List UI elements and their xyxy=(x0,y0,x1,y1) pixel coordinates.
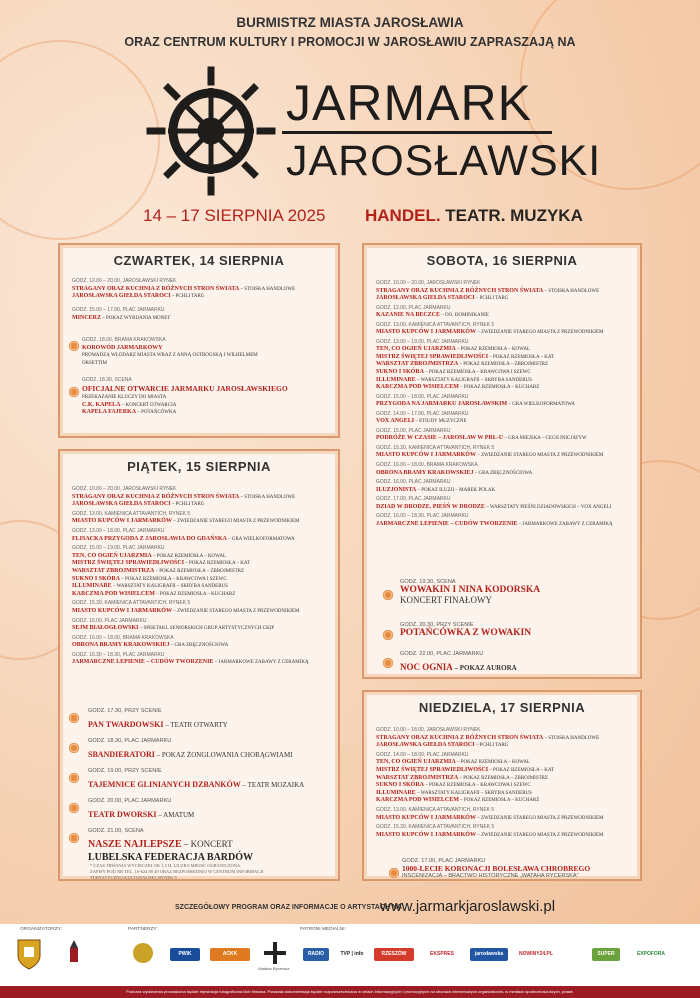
event-line xyxy=(72,501,309,509)
event-mincerz xyxy=(72,307,170,322)
event-line xyxy=(72,583,309,591)
stage-event xyxy=(68,738,338,768)
event-time: GODZ. 15.30, KAMIENICA ATTAVANTICH, RYNEK 5 xyxy=(376,824,495,831)
jaroslawska-logo: jarosławska xyxy=(470,948,508,961)
event-potancowka xyxy=(400,622,531,638)
event-desc: INSCENIZACJA – BRACTWO HISTORYCZNE „WATAHA RYCERSKA” xyxy=(402,873,579,879)
event-title: JARMARCZNE LEPIENIE – CUDÓW TWORZENIE xyxy=(376,520,518,527)
event-title: C.K. KAPELA xyxy=(82,401,121,408)
event-line xyxy=(376,346,613,354)
event-title: JAROSŁAWSKA GIEŁDA STAROCI xyxy=(376,742,475,749)
event-line xyxy=(72,659,309,667)
event-desc: – POKAZ RZEMIOSŁA – ZBROJMISTRZ xyxy=(458,362,549,368)
event-time: GODZ. 10.00 – 20.00, JAROSŁAWSKI RYNEK xyxy=(376,280,481,286)
event-title: MIASTO KUPCÓW I JARMARKÓW xyxy=(376,452,476,459)
wheel-logo-icon xyxy=(146,66,276,196)
event-desc: – POKAZ AURORA xyxy=(452,664,517,672)
expofora-logo: EXPOFORA xyxy=(636,951,666,957)
event-desc: – ZWIEDZANIE STAREGO MIASTA Z PRZEWODNIKIEM xyxy=(171,608,300,614)
event-desc: – POKAZ RZEMIOSŁA – KRAWCOWA I SZEWC xyxy=(424,370,531,376)
event-title: SEJM BIAŁOGŁOWSKI xyxy=(72,625,139,632)
event-title: TEN, CO OGIEŃ UJARZMIA xyxy=(376,346,456,353)
event-title: TEATR DWORSKI xyxy=(88,810,157,819)
event-title: OFICJALNE OTWARCIE JARMARKU JAROSŁAWSKIEGO xyxy=(82,383,288,393)
event-time: GODZ. 15.30, KAMIENICA ATTAVANTICH, RYNEK 5 xyxy=(72,600,191,607)
event-title: VOX ANGELI xyxy=(376,418,415,425)
event-korowod xyxy=(82,337,258,367)
event-title: NASZE NAJLEPSZE xyxy=(88,839,182,850)
event-time: GODZ. 16.00, PLAC JARMARKU xyxy=(72,617,147,624)
panel-thursday xyxy=(58,243,340,438)
sun-icon xyxy=(388,867,400,879)
title-jarmark: JARMARK xyxy=(286,75,532,131)
event-time: GODZ. 20.30, PRZY SCENIE xyxy=(400,622,474,628)
event-time: GODZ. 14.00 – 18.00, PLAC JARMARKU xyxy=(376,751,469,758)
event-title: OBRONA BRAMY KRAKOWSKIEJ xyxy=(376,469,474,476)
panel-friday xyxy=(58,449,340,881)
event-line xyxy=(376,487,613,495)
event-line xyxy=(88,714,338,732)
event-line xyxy=(376,832,603,840)
event-time: GODZ. 18.30, SCENA xyxy=(82,377,132,383)
event-time: GODZ. 17.00, PLAC JARMARKU xyxy=(376,496,451,503)
stage-event xyxy=(68,798,338,828)
event-line xyxy=(88,804,338,822)
day-heading: PIĄTEK, 15 SIERPNIA xyxy=(127,459,271,474)
event-title: MISTRZ ŚWIĘTEJ SPRAWIEDLIWOŚCI xyxy=(72,560,185,567)
event-title: FLISACKA PRZYGODA Z JAROSŁAWIA DO GDAŃSKA xyxy=(72,535,227,542)
sun-icon xyxy=(382,589,394,601)
event-title: MIASTO KUPCÓW I JARMARKÓW xyxy=(376,814,476,821)
event-time: GODZ. 16.00, PLAC JARMARKU xyxy=(376,479,451,486)
event-time: GODZ. 13.00 – 18.00, PLAC JARMARKU xyxy=(72,527,165,534)
sun-icon xyxy=(382,629,394,641)
event-line xyxy=(376,797,603,805)
event-title: SBANDIERATORI xyxy=(88,750,155,759)
event-desc: – ZWIEDZANIE STAREGO MIASTA Z PRZEWODNIKIEM xyxy=(475,453,604,459)
day-heading: SOBOTA, 16 SIERPNIA xyxy=(426,253,578,268)
event-finale xyxy=(400,579,540,605)
event-line xyxy=(88,774,338,792)
event-desc: – SPEKTAKL SENIORSKICH GRUP ARTYSTYCZNYCH CKIP xyxy=(138,626,275,632)
event-title: JARMARCZNE LEPIENIE – CUDÓW TWORZENIE xyxy=(72,659,214,666)
event-stalls xyxy=(72,278,295,301)
event-title: JAROSŁAWSKA GIEŁDA STAROCI xyxy=(376,295,475,302)
organizers-label: ORGANIZATORZY: xyxy=(20,927,62,932)
event-time: GODZ. 10.00 – 18.00, JAROSŁAWSKI RYNEK xyxy=(376,727,481,733)
event-list xyxy=(376,725,603,839)
radio-logo: RADIO xyxy=(303,948,329,961)
event-line xyxy=(376,384,613,392)
event-line xyxy=(376,815,603,823)
event-desc: – POKAZ RZEMIOSŁA – KRAWCOWA I SZEWC xyxy=(424,783,531,789)
event-line xyxy=(376,401,613,409)
event-desc: – GRA MIEJSKA – CECH INICJATYW xyxy=(503,436,587,442)
event-desc: – STOISKA HANDLOWE xyxy=(239,494,296,500)
event-title: MINCERZ xyxy=(72,314,102,321)
event-list xyxy=(72,484,309,667)
partner-emblem-icon xyxy=(130,942,156,964)
day-heading: NIEDZIELA, 17 SIERPNIA xyxy=(418,700,586,715)
event-title: ILLUMINARE xyxy=(376,789,416,796)
event-title: ILLUMINARE xyxy=(72,583,112,590)
stage-event xyxy=(68,708,338,738)
event-desc: – STOISKA HANDLOWE xyxy=(543,735,600,741)
event-desc: – POKAZ RZEMIOSŁA – KUCHARZ xyxy=(458,385,540,391)
event-title: KARCZMA POD WISIELCEM xyxy=(376,384,459,391)
event-title: KARCZMA POD WISIELCEM xyxy=(72,590,155,597)
event-desc: – POKAZ RZEMIOSŁA – KOWAL xyxy=(151,553,226,559)
motto-rest: TEATR. MUZYKA xyxy=(445,206,583,225)
event-line xyxy=(376,767,603,775)
event-title: STRAGANY ORAZ KUCHNIA Z RÓŻNYCH STRON ŚWIATA xyxy=(376,734,544,741)
event-line xyxy=(72,494,309,502)
event-opening xyxy=(82,377,288,417)
event-desc: – POKAZ RZEMIOSŁA – KAT xyxy=(488,354,555,360)
event-title: STRAGANY ORAZ KUCHNIA Z RÓŻNYCH STRON ŚWIATA xyxy=(72,285,240,292)
event-desc: – ZWIEDZANIE STAREGO MIASTA Z PRZEWODNIKIEM xyxy=(475,330,604,336)
event-desc: – GRA ZRĘCZNOŚCIOWA xyxy=(473,470,533,476)
event-noc-ognia xyxy=(400,651,517,675)
event-title: JAROSŁAWSKA GIEŁDA STAROCI xyxy=(72,293,171,300)
event-title: TEN, CO OGIEŃ UJARZMIA xyxy=(72,552,152,559)
event-desc: PROWADZĄ WŁODARZ MIASTA WRAZ Z ANNĄ OSTROGSKĄ I WILHELMEM xyxy=(82,353,258,359)
event-time: GODZ. 20.00, PLAC JARMARKU xyxy=(88,798,172,804)
event-desc: – GRA WIELKOFORMATOWA xyxy=(507,402,575,408)
event-desc: KONCERT FINAŁOWY xyxy=(400,595,493,605)
event-time: GODZ. 15.00 – 18.00, PLAC JARMARKU xyxy=(376,393,469,400)
event-title: POTAŃCÓWKA Z WOWAKIN xyxy=(400,628,532,638)
event-time: GODZ. 14.00 – 17.00, PLAC JARMARKU xyxy=(376,410,469,417)
event-line xyxy=(72,608,309,616)
event-title: ILLUMINARE xyxy=(376,376,416,383)
event-desc: – ZWIEDZANIE STAREGO MIASTA Z PRZEWODNIKIEM xyxy=(171,519,300,525)
event-title: PODRÓŻE W CZASIE – JAROSŁAW W PRL-U xyxy=(376,435,504,442)
event-list xyxy=(376,278,613,528)
event-line xyxy=(376,312,613,320)
sun-icon xyxy=(68,340,80,352)
event-desc: – ETIUDY MUZYCZNE xyxy=(414,419,467,425)
wataha-label: Wataha Rycerska xyxy=(258,966,290,971)
event-title: MISTRZ ŚWIĘTEJ SPRAWIEDLIWOŚCI xyxy=(376,766,489,773)
event-title: SUKNO I SKÓRA xyxy=(376,782,425,789)
event-desc: – JARMARKOWE ZABAWY Z CERAMIKĄ xyxy=(213,660,309,666)
event-time: GODZ. 13.00 – 19.00, PLAC JARMARKU xyxy=(376,338,469,345)
festival-motto xyxy=(365,206,583,226)
nowiny24-logo: NOWINY24.PL xyxy=(519,951,553,957)
radio-rzeszow-logo: RZESZÓW xyxy=(374,948,414,961)
event-line xyxy=(72,576,309,584)
event-title: KARCZMA POD WISIELCEM xyxy=(376,797,459,804)
info-text: SZCZEGÓŁOWY PROGRAM ORAZ INFORMACJE O ARTYSTACH NA xyxy=(175,904,402,911)
event-line xyxy=(376,377,613,385)
title-divider xyxy=(282,131,552,134)
event-title: 1000-LECIE KORONACJI BOLESŁAWA CHROBREGO xyxy=(402,864,591,873)
event-desc: – TEATR MOZAIKA xyxy=(240,781,305,789)
event-performer: LUBELSKA FEDERACJA BARDÓW xyxy=(88,852,254,863)
event-title: MIASTO KUPCÓW I JARMARKÓW xyxy=(376,831,476,838)
footnote-line: TURYSTYCZNO-KULTURALNEJ, RYNEK 5 xyxy=(90,875,177,880)
event-title: STRAGANY ORAZ KUCHNIA Z RÓŻNYCH STRON ŚWIATA xyxy=(376,287,544,294)
event-desc: PRZEKAZANIE KLUCZY DO MIASTA xyxy=(82,395,167,401)
event-title: DZIAD W DRODZE. PIEŚŃ W DRODZE xyxy=(376,503,485,510)
event-title: PRZYGODA NA JARMARKU JAROSŁAWSKIM xyxy=(376,401,508,408)
event-line xyxy=(376,470,613,478)
event-title: MIASTO KUPCÓW I JARMARKÓW xyxy=(72,607,172,614)
event-time: GODZ. 16.00 – 18.00, BRAMA KRAKOWSKA xyxy=(376,462,478,469)
event-time: GODZ. 19.00, PRZY SCENIE xyxy=(88,768,162,774)
event-title: STRAGANY ORAZ KUCHNIA Z RÓŻNYCH STRON ŚWIATA xyxy=(72,493,240,500)
sponsors-footer xyxy=(0,924,700,986)
sun-icon xyxy=(68,772,80,784)
event-line xyxy=(72,518,309,526)
event-koronacja xyxy=(402,858,590,879)
footnote xyxy=(90,863,263,881)
event-title: TAJEMNICE GLINIANYCH DZBANKÓW xyxy=(88,780,241,789)
event-desc: – PCHLI TARG xyxy=(170,502,205,508)
event-time: GODZ. 19.30, SCENA xyxy=(400,579,456,585)
event-title: MIASTO KUPCÓW I JARMARKÓW xyxy=(72,518,172,525)
panel-sunday xyxy=(362,690,642,881)
pwik-logo: PWIK xyxy=(170,948,200,961)
event-time: GODZ. 15.00 – 19.00, PLAC JARMARKU xyxy=(72,545,165,552)
event-desc: – ZWIEDZANIE STAREGO MIASTA Z PRZEWODNIKIEM xyxy=(475,832,604,838)
event-desc: – POKAZ RZEMIOSŁA – KRAWCOWA I SZEWC xyxy=(120,576,227,582)
stage-event xyxy=(68,768,338,798)
event-time: GODZ. 16.30 – 18.30, PLAC JARMARKU xyxy=(72,651,165,658)
event-time: GODZ. 15.30, KAMIENICA ATTAVANTICH, RYNEK 5 xyxy=(376,444,495,451)
event-desc: – POTAŃCÓWKA xyxy=(136,410,177,416)
event-desc: – OO. DOMINIKANIE xyxy=(440,313,489,319)
event-line xyxy=(72,568,309,576)
sun-icon xyxy=(68,742,80,754)
event-time: GODZ. 15.00 – 17.00, PLAC JARMARKU xyxy=(72,307,165,313)
ekspres-logo: EKSPRES xyxy=(430,951,454,957)
event-line xyxy=(376,452,613,460)
event-line xyxy=(376,759,603,767)
event-desc: – JARMARKOWE ZABAWY Z CERAMIKĄ xyxy=(517,521,613,527)
event-desc: – PCHLI TARG xyxy=(474,743,509,749)
event-line xyxy=(376,354,613,362)
event-title: TEN, CO OGIEŃ UJARZMIA xyxy=(376,759,456,766)
event-desc: – POKAZ WYBIJANIA MONET xyxy=(101,315,171,321)
event-desc: – ZWIEDZANIE STAREGO MIASTA Z PRZEWODNIKIEM xyxy=(475,815,604,821)
organizer-line: BURMISTRZ MIASTA JAROSŁAWIA xyxy=(236,15,464,30)
event-desc: – STOISKA HANDLOWE xyxy=(239,286,296,292)
event-line xyxy=(88,744,338,762)
wataha-cross-icon xyxy=(262,940,288,966)
ackk-logo: ACKK xyxy=(210,948,250,961)
event-time: GODZ. 21.00, SCENA xyxy=(88,828,144,834)
event-title: MIASTO KUPCÓW I JARMARKÓW xyxy=(376,329,476,336)
sun-icon xyxy=(382,657,394,669)
event-line xyxy=(376,782,603,790)
event-time: GODZ. 12.00 – 20.00, JAROSŁAWSKI RYNEK xyxy=(72,278,177,284)
event-time: GODZ. 13.00, KAMIENICA ATTAVANTICH, RYNEK 5 xyxy=(72,510,191,517)
event-line xyxy=(376,735,603,743)
event-desc: – PCHLI TARG xyxy=(474,296,509,302)
event-time: GODZ. 17.00, PLAC JARMARKU xyxy=(402,858,486,864)
event-time: GODZ. 13.00, KAMIENICA ATTAVANTICH, RYNEK 5 xyxy=(376,806,495,813)
event-line xyxy=(88,834,338,852)
event-line xyxy=(72,625,309,633)
sun-icon xyxy=(68,386,80,398)
website-link[interactable]: www.jarmarkjaroslawski.pl xyxy=(380,898,556,915)
event-time: GODZ. 22.00, PLAC JARMARKU xyxy=(400,651,484,657)
event-desc: – POKAZ RZEMIOSŁA – KAT xyxy=(184,561,251,567)
event-time: GODZ. 12.00, PLAC JARMARKU xyxy=(376,304,451,311)
event-title: WARSZTAT ZBROJMISTRZA xyxy=(72,567,155,574)
event-line xyxy=(376,369,613,377)
event-time: GODZ. 17.30, PRZY SCENIE xyxy=(88,708,162,714)
event-title: KAZANIE NA BECZCE xyxy=(376,312,441,319)
event-title: SUKNO I SKÓRA xyxy=(376,369,425,376)
event-desc: – TEATR OTWARTY xyxy=(163,721,228,729)
stage-list xyxy=(68,708,338,868)
event-line xyxy=(376,790,603,798)
event-desc: – POKAZ RZEMIOSŁA – KOWAL xyxy=(455,760,530,766)
event-desc: ORSETTIM xyxy=(82,360,107,366)
footnote-line: ZAPISY POD NR TEL. 16-624 89 49 ORAZ BEZPOŚREDNIO W CENTRUM INFORMACJI xyxy=(90,869,264,874)
event-title: WARSZTAT ZBROJMISTRZA xyxy=(376,361,459,368)
event-line xyxy=(72,536,309,544)
event-title: MISTRZ ŚWIĘTEJ SPRAWIEDLIWOŚCI xyxy=(376,353,489,360)
event-desc: – KONCERT xyxy=(181,839,233,849)
footnote-line: * CZAS TRWANIA WYCIECZKI OK 1,5 H, LICZBA MIEJSC OGRANICZONA. xyxy=(90,863,242,868)
event-desc: – KONCERT OTWARCIA xyxy=(120,402,177,408)
event-desc: – POKAZ RZEMIOSŁA – KUCHARZ xyxy=(458,798,540,804)
sun-icon xyxy=(68,832,80,844)
event-time: GODZ. 15.00, PLAC JARMARKU xyxy=(376,427,451,434)
event-desc: – GRA ZRĘCZNOŚCIOWA xyxy=(169,643,229,649)
stage-event xyxy=(68,828,338,868)
event-line xyxy=(376,329,613,337)
event-desc: – WARSZTATY KALIGRAFII – SKRYBA SANDERUS xyxy=(415,790,532,796)
event-desc: – GRA WIELKOFORMATOWA xyxy=(226,536,295,542)
ckip-logo-icon xyxy=(62,938,86,970)
event-title: NOC OGNIA xyxy=(400,662,453,672)
event-time: GODZ. 16.00 – 18.30, PLAC JARMARKU xyxy=(376,513,469,520)
event-desc: – AMATUM xyxy=(156,811,195,819)
event-title: PAN TWARDOWSKI xyxy=(88,720,164,729)
event-line xyxy=(72,591,309,599)
event-time: GODZ. 10.00 – 20.00, JAROSŁAWSKI RYNEK xyxy=(72,486,177,492)
event-title: OBRONA BRAMY KRAKOWSKIEJ xyxy=(72,642,170,649)
partners-label: PARTNERZY: xyxy=(128,927,158,932)
panel-saturday xyxy=(362,243,642,679)
event-line xyxy=(376,504,613,512)
event-time: GODZ. 16.00 – 18.00, BRAMA KRAKOWSKA xyxy=(72,634,174,641)
festival-dates: 14 – 17 SIERPNIA 2025 xyxy=(143,206,326,225)
disclaimer: Podczas wydarzenia prowadzona będzie rejestracja fotograficzna i/lub filmowa. Powstała dokumentacja będzie rozpowszechniana w celach informacyjnych i promocyjnych na stronach internetowych organizatorów, w mediach społecznościowych, prasie. xyxy=(0,986,700,998)
event-title: JAROSŁAWSKA GIEŁDA STAROCI xyxy=(72,501,171,508)
event-title: SUKNO I SKÓRA xyxy=(72,575,121,582)
media-label: PATRONI MEDIALNI: xyxy=(300,927,346,932)
event-line xyxy=(376,361,613,369)
event-desc: – POKAZ ŻONGLOWANIA CHORĄGWIAMI xyxy=(154,751,293,759)
title-jaroslawski: JAROSŁAWSKI xyxy=(286,137,602,185)
event-line xyxy=(376,288,613,296)
event-line xyxy=(376,418,613,426)
event-desc: – WARSZTATY PIEŚNI DZIADOWSKICH – VOX ANGELI xyxy=(484,504,612,510)
event-title: WOWAKIN I NINA KODORSKA xyxy=(400,585,541,595)
event-desc: – POKAZ ILUZJI – MAREK POLAK xyxy=(416,487,496,493)
city-coat-of-arms-icon xyxy=(16,938,42,970)
event-desc: – PCHLI TARG xyxy=(170,294,205,300)
event-line xyxy=(72,642,309,650)
event-desc: – WARSZTATY KALIGRAFII – SKRYBA SANDERUS xyxy=(111,584,228,590)
event-desc: – STOISKA HANDLOWE xyxy=(543,288,600,294)
motto-red: HANDEL. xyxy=(365,206,441,225)
event-desc: – POKAZ RZEMIOSŁA – ZBROJMISTRZ xyxy=(154,568,245,574)
event-desc: – POKAZ RZEMIOSŁA – KOWAL xyxy=(455,347,530,353)
tvp-info-logo: TVP | info xyxy=(340,951,364,957)
event-desc: – WARSZTATY KALIGRAFII – SKRYBA SANDERUS xyxy=(415,377,532,383)
event-desc: – POKAZ RZEMIOSŁA – ZBROJMISTRZ xyxy=(458,775,549,781)
event-desc: – POKAZ RZEMIOSŁA – KUCHARZ xyxy=(154,591,236,597)
event-time: GODZ. 18.30, PLAC JARMARKU xyxy=(88,738,172,744)
sun-icon xyxy=(68,802,80,814)
day-heading: CZWARTEK, 14 SIERPNIA xyxy=(113,253,285,268)
event-desc: – POKAZ RZEMIOSŁA – KAT xyxy=(488,767,555,773)
invitation-line: ORAZ CENTRUM KULTURY I PROMOCJI W JAROSŁAWIU ZAPRASZAJĄ NA xyxy=(124,35,576,49)
event-title: WARSZTAT ZBROJMISTRZA xyxy=(376,774,459,781)
super-logo: SUPER xyxy=(592,948,620,961)
event-time: GODZ. 13.00, KAMIENICA ATTAVANTICH, RYNEK 5 xyxy=(376,321,495,328)
sun-icon xyxy=(68,712,80,724)
event-line xyxy=(376,295,613,303)
event-line xyxy=(376,435,613,443)
event-time: GODZ. 18.00, BRAMA KRAKOWSKA xyxy=(82,337,166,343)
event-line xyxy=(376,742,603,750)
event-line xyxy=(376,521,613,529)
event-line xyxy=(72,560,309,568)
event-title: KOROWÓD JARMARKOWY xyxy=(82,344,163,351)
event-title: KAPELA FAJERKA xyxy=(82,409,137,416)
event-title: ILUZJONISTA xyxy=(376,486,417,493)
